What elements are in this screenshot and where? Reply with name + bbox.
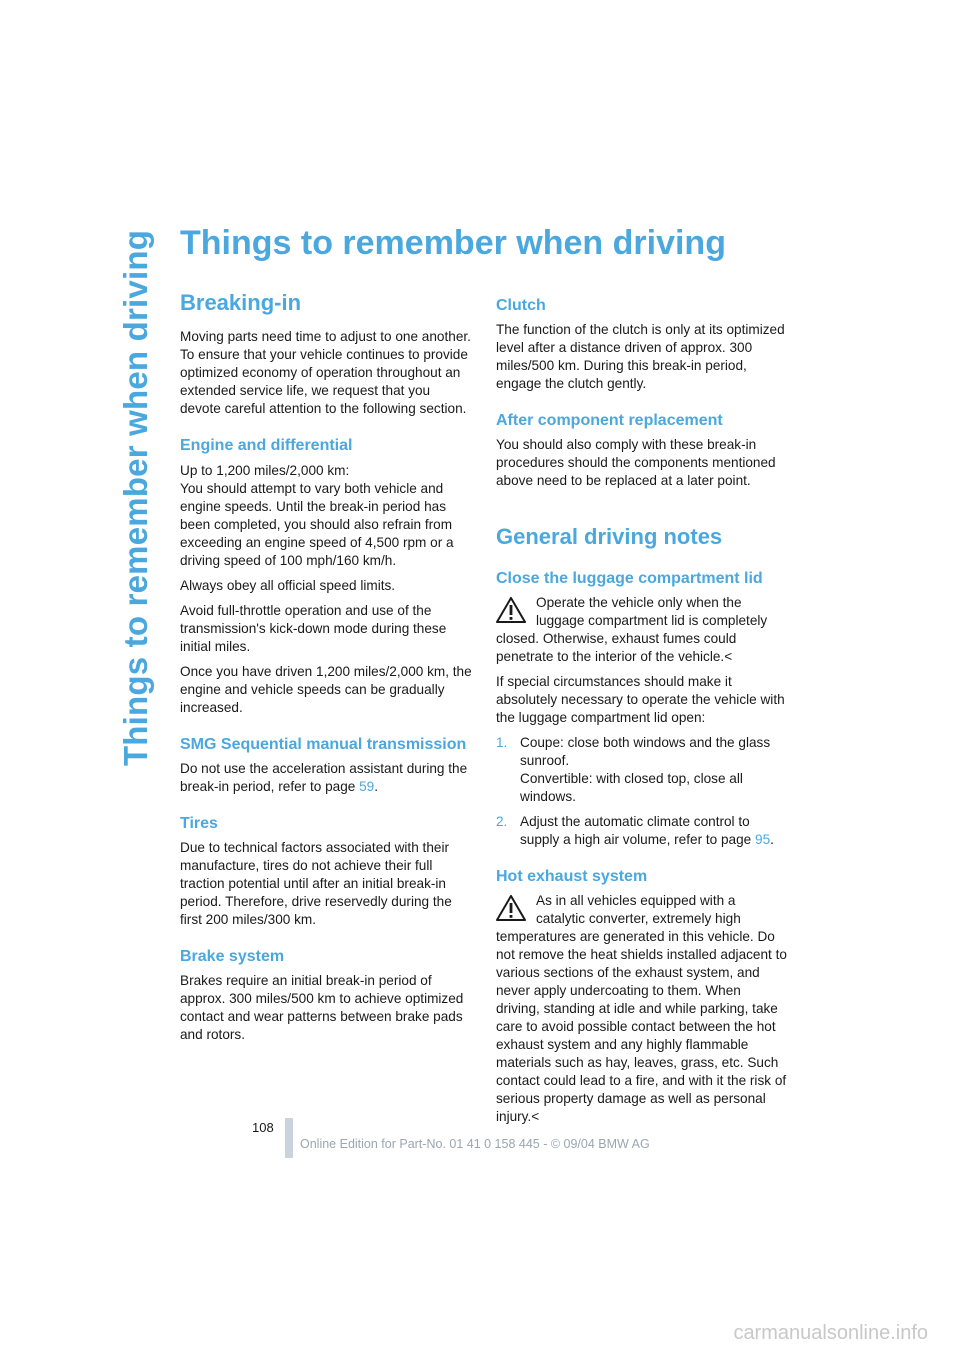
side-section-title-text: Things to remember when driving [117, 229, 155, 767]
tires-heading: Tires [180, 814, 218, 832]
luggage-steps [496, 734, 788, 849]
left-column [180, 290, 472, 1051]
step-text-end: . [770, 831, 774, 847]
component-text: You should also comply with these break-in procedures should the components mentioned above need to be replaced at a later point. [496, 437, 776, 489]
engine-p3: Always obey all official speed limits. [180, 577, 396, 593]
exhaust-warning-end: < [531, 1109, 540, 1125]
general-heading: General driving notes [496, 524, 723, 550]
exhaust-warning-text [496, 892, 788, 1126]
breaking-in-intro: Moving parts need time to adjust to one another. To ensure that your vehicle continues to provide optimized economy of operation throughout an extended service life, we request that you devote careful attention to the following section. [180, 329, 471, 417]
smg-heading: SMG Sequential manual transmission [180, 735, 467, 753]
breaking-in-heading: Breaking-in [180, 290, 302, 315]
step-number: 1. [496, 734, 508, 750]
smg-text-end: . [374, 778, 378, 794]
warning-triangle-icon [496, 597, 526, 623]
step-text: Coupe: close both windows and the glass sunroof. [520, 734, 771, 768]
climate-page-link[interactable]: 95 [755, 831, 771, 847]
tires-text: Due to technical factors associated with their manufacture, tires do not achieve their full traction potential until after an initial break-in period. Therefore, drive reservedly during the first 200 miles/300 km. [180, 839, 452, 927]
warning-triangle-icon [496, 895, 526, 921]
list-item [496, 734, 788, 806]
exhaust-warning [496, 892, 788, 1126]
smg-text [180, 760, 472, 796]
brakes-text: Brakes require an initial break-in period of approx. 300 miles/500 km to achieve optimized contact and wear patterns between brake pads and rotors. [180, 973, 464, 1043]
step-text: Adjust the automatic climate control to supply a high air volume, refer to page [520, 813, 756, 847]
engine-p4: Avoid full-throttle operation and use of the transmission's kick-down mode during these initial miles. [180, 602, 447, 654]
smg-text-body: Do not use the acceleration assistant during the break-in period, refer to page [180, 760, 468, 794]
edition-footer: Online Edition for Part-No. 01 41 0 158 445 - © 09/04 BMW AG [300, 1137, 650, 1151]
luggage-p1: If special circumstances should make it absolutely necessary to operate the vehicle with the luggage compartment lid open: [496, 673, 785, 725]
luggage-heading: Close the luggage compartment lid [496, 569, 763, 587]
luggage-warning-end: < [724, 648, 733, 664]
step-text-2: Convertible: with closed top, close all windows. [520, 770, 743, 804]
luggage-warning-body: Operate the vehicle only when the luggage compartment lid is completely closed. Otherwise, exhaust fumes could penetrate to the interior of the vehicle. [496, 594, 768, 664]
clutch-heading: Clutch [496, 297, 546, 314]
engine-p1: Up to 1,200 miles/2,000 km: [180, 462, 350, 478]
exhaust-heading: Hot exhaust system [496, 867, 648, 885]
brakes-heading: Brake system [180, 947, 285, 965]
engine-p5: Once you have driven 1,200 miles/2,000 km, the engine and vehicle speeds can be gradually increased. [180, 663, 472, 715]
exhaust-warning-body: As in all vehicles equipped with a catalytic converter, extremely high temperatures are generated in this vehicle. Do not remove the heat shields installed adjacent to various sections of the exhaust system, and never apply undercoating to them. When driving, standing at idle and while parking, take care to avoid possible contact between the hot exhaust system and any highly flammable materials such as hay, leaves, grass, etc. Such contact could lead to a fire, and with it the risk of serious property damage as well as personal injury. [496, 893, 787, 1125]
smg-page-link[interactable]: 59 [359, 778, 375, 794]
clutch-text: The function of the clutch is only at its optimized level after a distance driven of approx. 300 miles/500 km. During this break-in period, engage the clutch gently. [496, 322, 785, 392]
footer-bar [285, 1118, 293, 1158]
component-heading: After component replacement [496, 412, 723, 430]
engine-heading: Engine and differential [180, 437, 353, 455]
list-item [496, 813, 788, 849]
luggage-warning-text [496, 594, 788, 666]
watermark: carmanualsonline.info [733, 1322, 928, 1344]
side-section-title [112, 228, 160, 768]
right-column [496, 290, 788, 1133]
step-number: 2. [496, 813, 508, 829]
page-title: Things to remember when driving [180, 224, 726, 262]
engine-p2: You should attempt to vary both vehicle and engine speeds. Until the break-in period has been completed, you should also refrain from exceeding an engine speed of 4,500 rpm or a driving speed of 100 mph/160 km/h. [180, 480, 454, 568]
luggage-warning [496, 594, 788, 666]
page-number: 108 [252, 1120, 274, 1135]
